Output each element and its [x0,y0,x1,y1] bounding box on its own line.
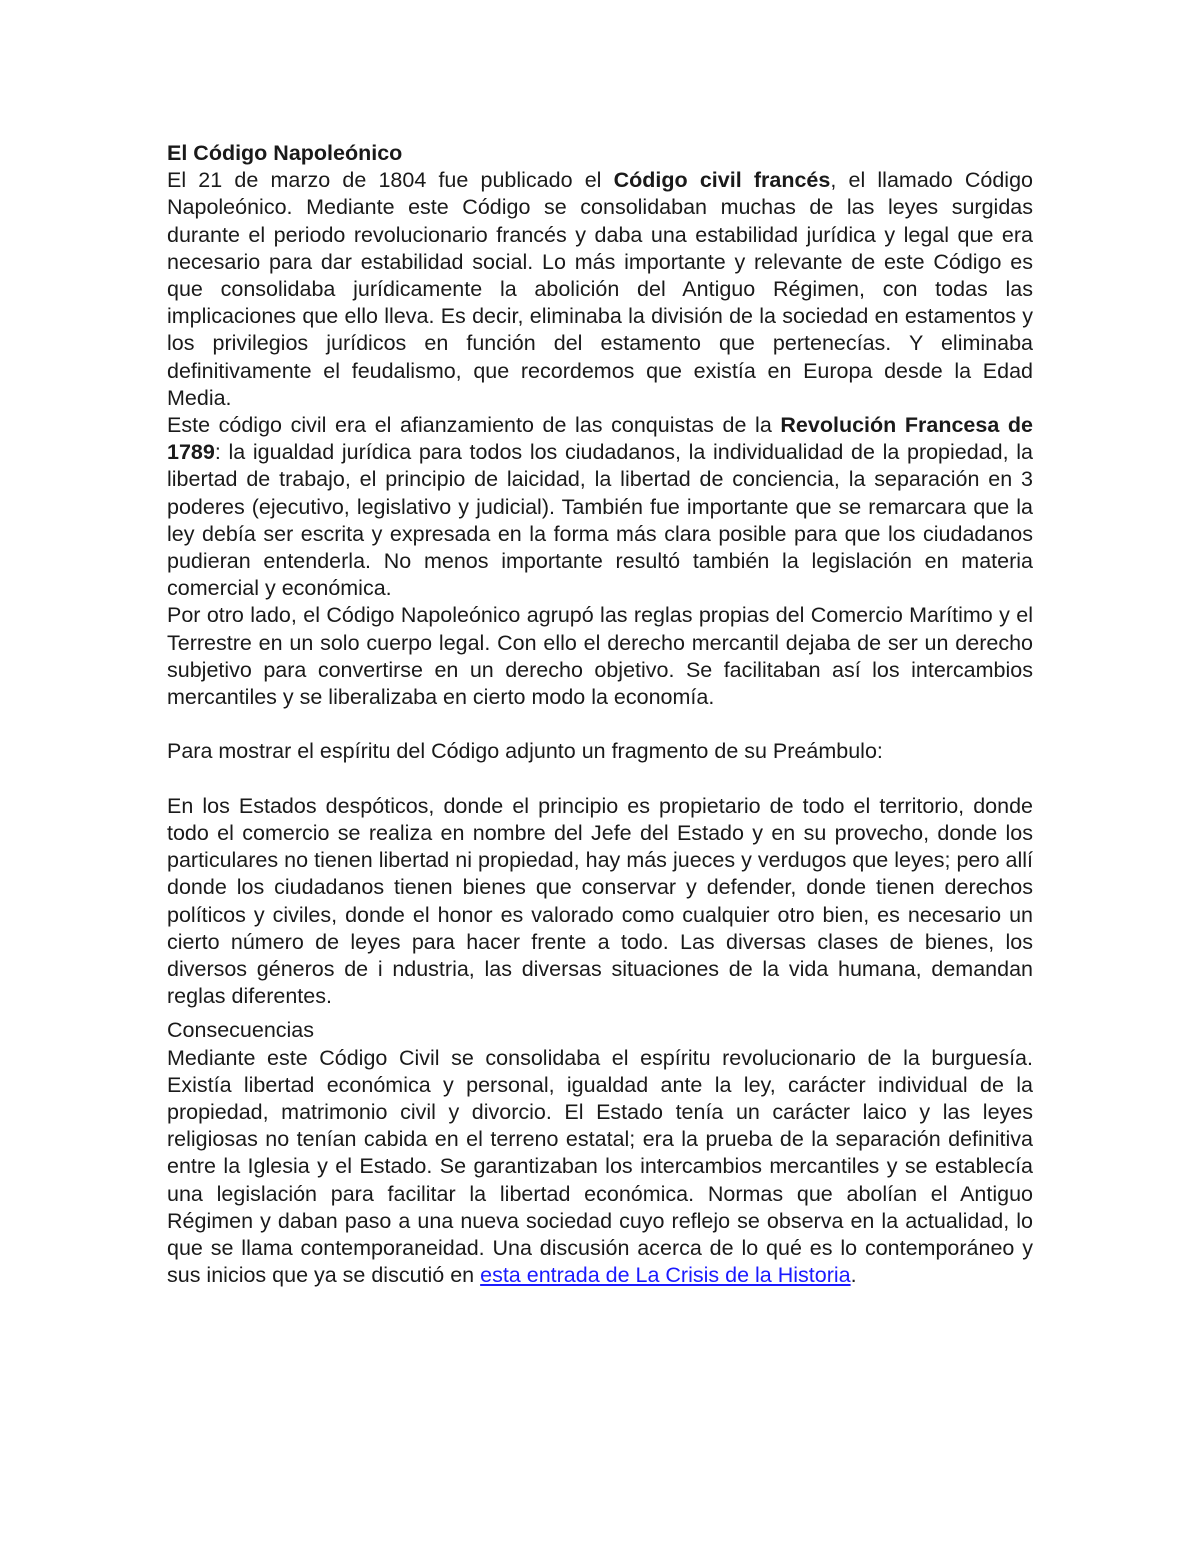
paragraph-consequences [167,1045,1033,1290]
preamble-quote: En los Estados despóticos, donde el principio es propietario de todo el territorio, donde todo el comercio se realiza en nombre del Jefe del Estado y en su provecho, donde los particulares no tienen libertad ni propiedad, hay más jueces y verdugos que leyes; pero allí donde los ciudadanos tienen bienes que conservar y defender, donde tienen derechos políticos y civiles, donde el honor es valorado como cualquier otro bien, es necesario un cierto número de leyes para hacer frente a todo. Las diversas clases de bienes, los diversos géneros de i ndustria, las diversas situaciones de la vida humana, demandan reglas diferentes. [167,793,1033,1009]
paragraph-intro [167,167,1033,412]
paragraph-revolution-text-2: : la igualdad jurídica para todos los ciudadanos, la individualidad de la propiedad, la libertad de trabajo, el principio de laicidad, la libertad de conciencia, la separación en 3 poderes (ejecutivo, legislativo y judicial). También fue importante que se remarcara que la ley debía ser escrita y expresada en la forma más clara posible para que los ciudadanos pudieran entenderla. No menos importante resultó también la legislación en materia comercial y económica. [167,440,1033,601]
paragraph-commerce: Por otro lado, el Código Napoleónico agrupó las reglas propias del Comercio Marítimo y el Terrestre en un solo cuerpo legal. Con ello el derecho mercantil dejaba de ser un derecho subjetivo para convertirse en un derecho objetivo. Se facilitaban así los intercambios mercantiles y se liberalizaba en cierto modo la economía. [167,603,1033,710]
paragraph-intro-text-2: , el llamado Código Napoleónico. Mediante este Código se consolidaban muchas de las leyes surgidas durante el periodo revolucionario francés y daba una estabilidad jurídica y legal que era necesario para dar estabilidad social. Lo más importante y relevante de este Código es que consolidaba jurídicamente la abolición del Antiguo Régimen, con todas las implicaciones que ello lleva. Es decir, eliminaba la división de la sociedad en estamentos y los privilegios jurídicos en función del estamento que pertenecías. Y eliminaba definitivamente el feudalismo, que recordemos que existía en Europa desde la Edad Media. [167,168,1033,410]
subheading-consecuencias: Consecuencias [167,1018,315,1043]
blank-line [167,711,1033,738]
paragraph-revolution-text-1: Este código civil era el afianzamiento de las conquistas de la [167,413,781,438]
blank-line [167,766,1033,793]
bold-codigo-civil: Código civil francés [613,168,831,193]
paragraph-consequences-end: . [850,1263,857,1288]
spacing [167,1010,1033,1017]
paragraph-consequences-text: Mediante este Código Civil se consolidaba el espíritu revolucionario de la burguesía. Existía libertad económica y personal, igualdad ante la ley, carácter individual de la propiedad, matrimonio civil y divorcio. El Estado tenía un carácter laico y las leyes religiosas no tenían cabida en el terreno estatal; era la prueba de la separación definitiva entre la Iglesia y el Estado. Se garantizaban los intercambios mercantiles y se establecía una legislación para facilitar la libertad económica. Normas que abolían el Antiguo Régimen y daban paso a una nueva sociedad cuyo reflejo se observa en la actualidad, lo que se llama contemporaneidad. Una discusión acerca de lo qué es lo contemporáneo y sus inicios que ya se discutió en [167,1045,1033,1288]
paragraph-preamble-intro: Para mostrar el espíritu del Código adjunto un fragmento de su Preámbulo: [167,739,883,764]
document-page [167,140,1033,1290]
paragraph-intro-text-1: El 21 de marzo de 1804 fue publicado el [167,168,614,193]
document-title: El Código Napoleónico [167,141,403,165]
bold-revolucion-francesa: Revolución Francesa de 1789 [167,413,1033,465]
blog-entry-link[interactable]: esta entrada de La Crisis de la Historia [480,1263,851,1288]
paragraph-revolution [167,412,1033,602]
